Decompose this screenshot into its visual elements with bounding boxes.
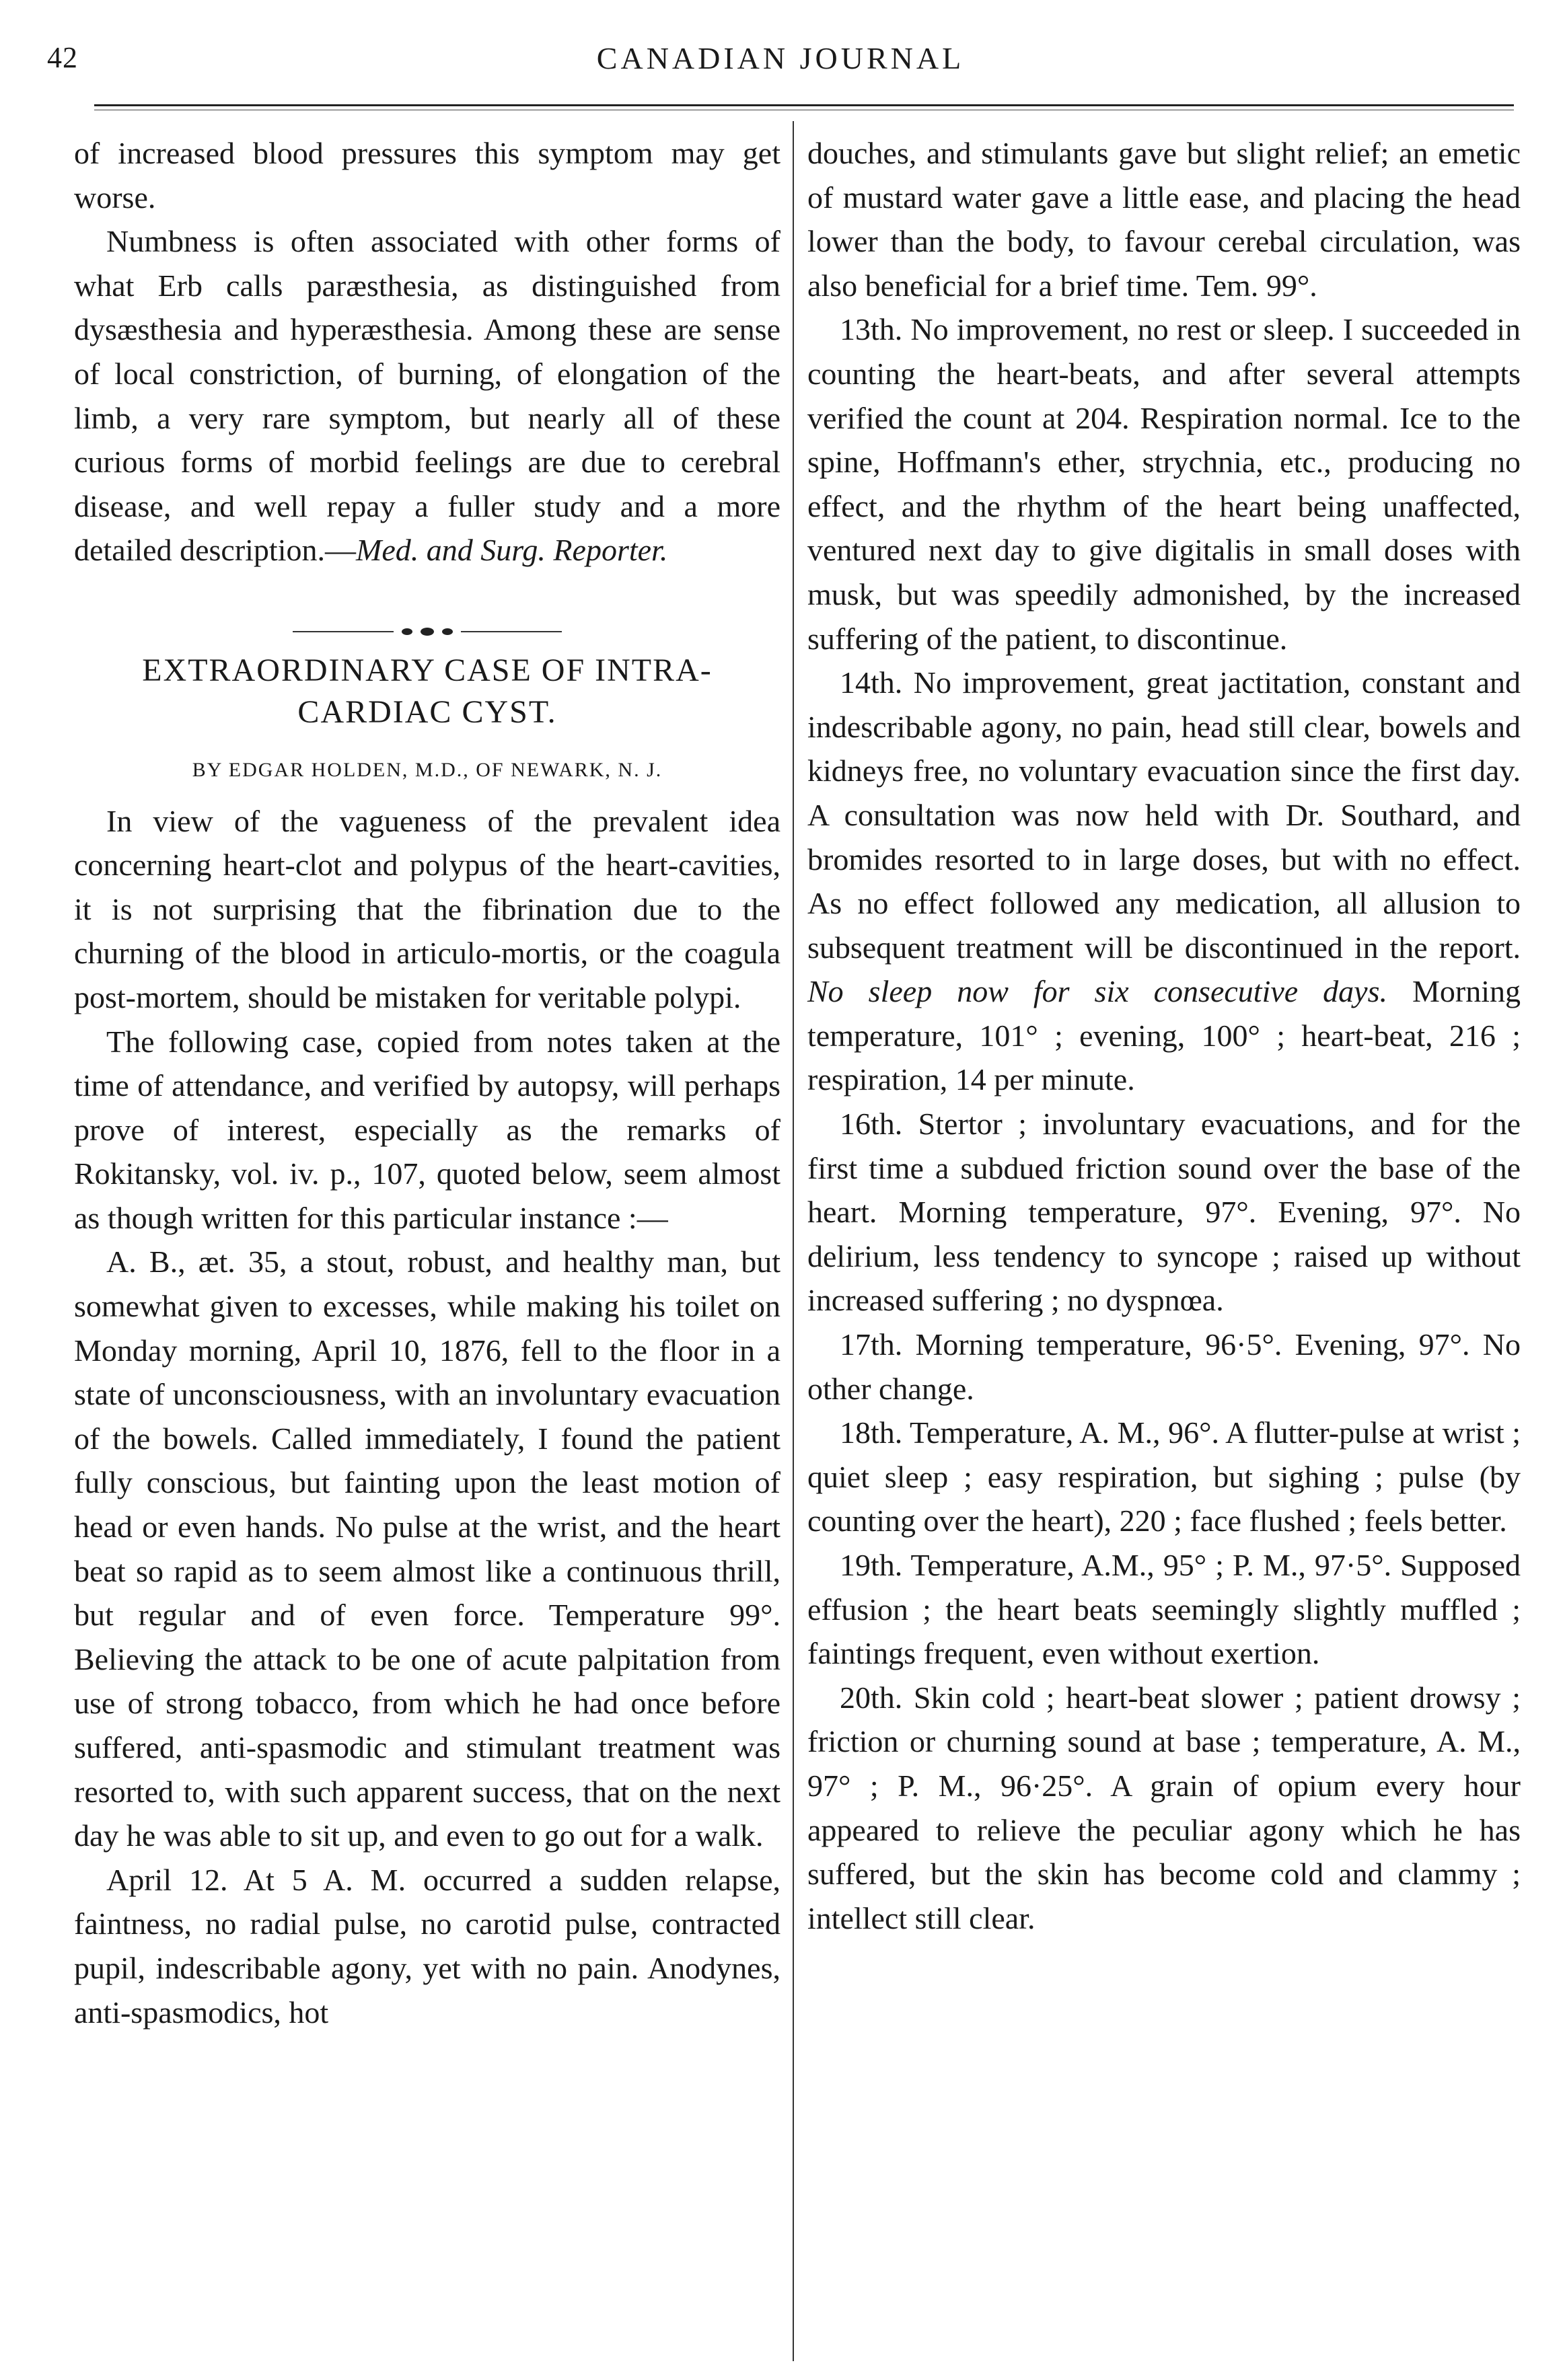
section-ornament [74, 606, 780, 626]
paragraph-case-note: The following case, copied from notes taken at the time of attendance, and verified by autopsy, will perhaps prove of interest, especially as the remarks of Rokitansky, vol. iv. p., 107, quoted below, seem almost as though written for this particular instance :— [74, 1024, 780, 1235]
left-column [74, 131, 780, 2034]
paragraph-text: 14th. No improvement, great jactitation, constant and indescribable agony, no pain, head still clear, bowels and kidneys free, no voluntary evacuation since the first day. A consultation was now held with Dr. Southard, and bromides resorted to in large doses, but with no effect. As no effect followed any medication, all allusion to subsequent treatment will be discontinued in the report. [807, 665, 1521, 965]
page-number: 42 [47, 41, 78, 74]
paragraph-intro: In view of the vagueness of the prevalent idea concerning heart-clot and polypus of the heart-cavities, it is not surprising that the fibrination due to the churning of the blood in articulo-mortis, or the coagula post-mortem, should be mistaken for veritable polypi. [74, 803, 780, 1014]
article-title [74, 650, 780, 733]
paragraph-numbness [74, 219, 780, 572]
page-header [47, 40, 1514, 87]
paragraph-17th: 17th. Morning temperature, 96·5°. Evening, 97°. No other change. [807, 1327, 1521, 1406]
paragraph-20th: 20th. Skin cold ; heart-beat slower ; patient drowsy ; friction or churning sound at base ; temperature, A. M., 97° ; P. M., 96·25°. A grain of opium every hour appeared to relieve the peculiar agony which he has suffered, but the skin has become cold and clammy ; intellect still clear. [807, 1680, 1521, 1935]
paragraph-14th [807, 661, 1521, 1102]
source-citation: Med. and Surg. Reporter. [356, 533, 668, 568]
paragraph-continuation: douches, and stimulants gave but slight relief; an emetic of mustard water gave a little ease, and placing the head lower than the body, to favour cerebal circulation, was also beneficial for a brief time. Tem. 99°. [807, 136, 1521, 303]
paragraph-18th: 18th. Temperature, A. M., 96°. A flutter-pulse at wrist ; quiet sleep ; easy respiration, but sighing ; pulse (by counting over the heart), 220 ; face flushed ; feels better. [807, 1415, 1521, 1538]
paragraph-13th: 13th. No improvement, no rest or sleep. I succeeded in counting the heart-beats, and after several attempts verified the count at 204. Respiration normal. Ice to the spine, Hoffmann's ether, strychnia, etc., producing no effect, and the rhythm of the heart being unaffected, ventured next day to give digitalis in small doses with musk, but was speedily admonished, by the increased suffering of the patient, to discontinue. [807, 312, 1521, 656]
right-column [807, 131, 1521, 1940]
paragraph-case-history: A. B., æt. 35, a stout, robust, and healthy man, but somewhat given to excesses, while making his toilet on Monday morning, April 10, 1876, fell to the floor in a state of unconsciousness, with an involuntary evacuation of the bowels. Called immediately, I found the patient fully conscious, but fainting upon the least motion of head or even hands. No pulse at the wrist, and the heart beat so rapid as to seem almost like a continuous thrill, but regular and of even force. Temperature 99°. Believing the attack to be one of acute palpitation from use of strong tobacco, from which he had once before suffered, anti-spasmodic and stimulant treatment was resorted to, with such apparent success, that on the next day he was able to sit up, and even to go out for a walk. [74, 1244, 780, 1853]
paragraph-april-12: April 12. At 5 A. M. occurred a sudden relapse, faintness, no radial pulse, no carotid pulse, contracted pupil, indescribable agony, yet with no pain. Anodynes, anti-spasmodics, hot [74, 1862, 780, 2030]
header-rule [94, 104, 1514, 106]
paragraph-16th: 16th. Stertor ; involuntary evacuations, and for the first time a subdued friction sound over the base of the heart. Morning temperature, 97°. Evening, 97°. No delirium, less tendency to syncope ; raised up without increased suffering ; no dyspnœa. [807, 1107, 1521, 1318]
article-byline: BY EDGAR HOLDEN, M.D., OF NEWARK, N. J. [192, 758, 663, 781]
paragraph-continuation: of increased blood pressures this symptom may get worse. [74, 136, 780, 215]
italic-emphasis: No sleep now for six consecutive days. [807, 974, 1387, 1009]
paragraph-19th: 19th. Temperature, A.M., 95° ; P. M., 97·5°. Supposed effusion ; the heart beats seemingly slightly muffled ; faintings frequent, even without exertion. [807, 1548, 1521, 1671]
article-title-line: CARDIAC CYST. [297, 694, 557, 730]
article-title-line: EXTRAORDINARY CASE OF INTRA- [142, 652, 713, 688]
paragraph-text: Numbness is often associated with other forms of what Erb calls paræsthesia, as distinguished from dysæsthesia and hyperæsthesia. Among these are sense of local constriction, of burning, of elongation of the limb, a very rare symptom, but nearly all of these curious forms of morbid feelings are due to cerebral disease, and well repay a fuller study and a more detailed description.— [74, 224, 780, 568]
running-head: CANADIAN JOURNAL [596, 41, 965, 75]
column-divider [793, 121, 794, 2361]
paragraph-text: Morning temperature, 101° ; evening, 100° ; heart-beat, 216 ; respiration, 14 per minute. [807, 974, 1521, 1097]
ornament-divider-icon [293, 625, 562, 638]
